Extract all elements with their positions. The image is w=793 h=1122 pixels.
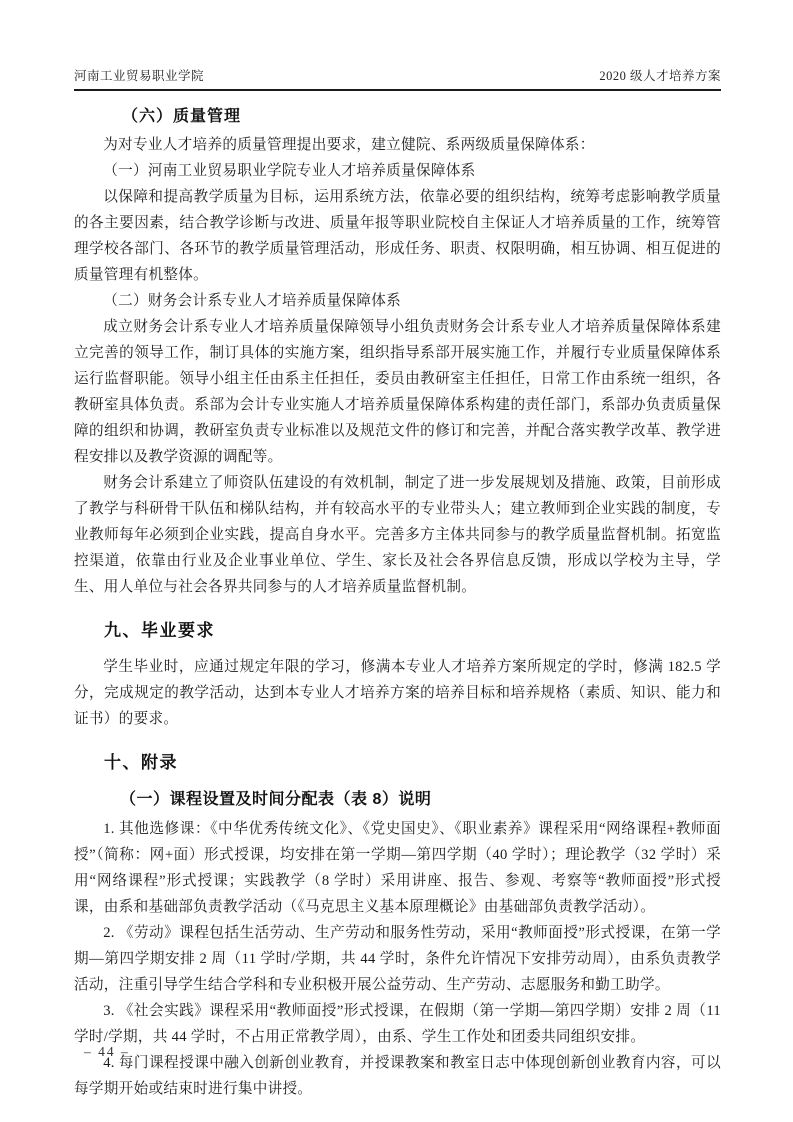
- paragraph-college-quality-system: 以保障和提高教学质量为目标，运用系统方法，依靠必要的组织结构，统筹考虑影响教学质量的各主要因素，结合教学诊断与改进、质量年报等职业院校自主保证人才培养质量的工作，统筹管理学校各部门、各环节的教学质量管理活动，形成任务、职责、权限明确，相互协调、相互促进的质量管理有机整体。: [74, 189, 721, 283]
- header-doc-title: 2020 级人才培养方案: [599, 69, 721, 83]
- paragraph-note-1: 1. 其他选修课：《中华优秀传统文化》、《党史国史》、《职业素养》课程采用“网络课程+教师面授”（简称：网+面）形式授课，均安排在第一学期—第四学期（40 学时）；理论教学（32 学时）采用“网络课程”形式授课；实践教学（8 学时）采用讲座、报告、参观、考察等“教师面授”形式授课，由系和基础部负责教学活动（《马克思主义基本原理概论》由基础部负责教学活动）。: [74, 821, 721, 915]
- subheading-finance-dept-quality-system: （二）财务会计系专业人才培养质量保障体系: [103, 293, 402, 309]
- paragraph-graduation-requirements: 学生毕业时，应通过规定年限的学习，修满本专业人才培养方案所规定的学时，修满 182.5 学分，完成规定的教学活动，达到本专业人才培养方案的培养目标和培养规格（素质、知识、能力和证书）的要求。: [74, 659, 721, 727]
- document-content: [74, 91, 721, 1102]
- subheading-college-quality-system: （一）河南工业贸易职业学院专业人才培养质量保障体系: [103, 163, 476, 179]
- heading-quality-management: （六）质量管理: [122, 108, 242, 125]
- paragraph-finance-dept-quality-system: 成立财务会计系专业人才培养质量保障领导小组负责财务会计系专业人才培养质量保障体系建立完善的领导工作，制订具体的实施方案，组织指导系部开展实施工作，并履行专业质量保障体系运行监督职能。领导小组主任由系主任担任，委员由教研室主任担任，日常工作由系统一组织，各教研室具体负责。系部为会计专业实施人才培养质量保障体系构建的责任部门，系部办负责质量保障的组织和协调，教研室负责专业标准以及规范文件的修订和完善，并配合落实教学改革、教学进程安排以及教学资源的调配等。: [74, 319, 721, 465]
- paragraph-faculty-mechanism: 财务会计系建立了师资队伍建设的有效机制，制定了进一步发展规划及措施、政策，目前形成了教学与科研骨干队伍和梯队结构，并有较高水平的专业带头人；建立教师到企业实践的制度，专业教师每年必须到企业实践，提高自身水平。完善多方主体共同参与的教学质量监督机制。拓宽监控渠道，依靠由行业及企业事业单位、学生、家长及社会各界信息反馈，形成以学校为主导，学生、用人单位与社会各界共同参与的人才培养质量监督机制。: [74, 475, 721, 595]
- heading-course-table-notes: （一）课程设置及时间分配表（表 8）说明: [120, 791, 432, 808]
- page-number: – 44 –: [84, 1044, 130, 1059]
- paragraph-note-3: 3. 《社会实践》课程采用“教师面授”形式授课，在假期（第一学期—第四学期）安排 2 周（11 学时/学期，共 44 学时，不占用正常教学周），由系、学生工作处和团委共同组织安排。: [74, 1003, 721, 1045]
- paragraph-note-4: 4. 每门课程授课中融入创新创业教育，并授课教案和教室日志中体现创新创业教育内容，可以每学期开始或结束时进行集中讲授。: [74, 1055, 721, 1097]
- heading-appendix: 十、附录: [104, 753, 178, 772]
- heading-graduation-requirements: 九、毕业要求: [104, 621, 215, 640]
- paragraph-quality-intro: 为对专业人才培养的质量管理提出要求，建立健院、系两级质量保障体系：: [103, 137, 595, 153]
- page-header: [74, 66, 721, 91]
- paragraph-note-2: 2. 《劳动》课程包括生活劳动、生产劳动和服务性劳动，采用“教师面授”形式授课，在第一学期—第四学期安排 2 周（11 学时/学期，共 44 学时，条件允许情况下安排劳动周），由系负责教学活动，注重引导学生结合学科和专业积极开展公益劳动、生产劳动、志愿服务和勤工助学。: [74, 925, 721, 993]
- header-school-name: 河南工业贸易职业学院: [74, 69, 205, 83]
